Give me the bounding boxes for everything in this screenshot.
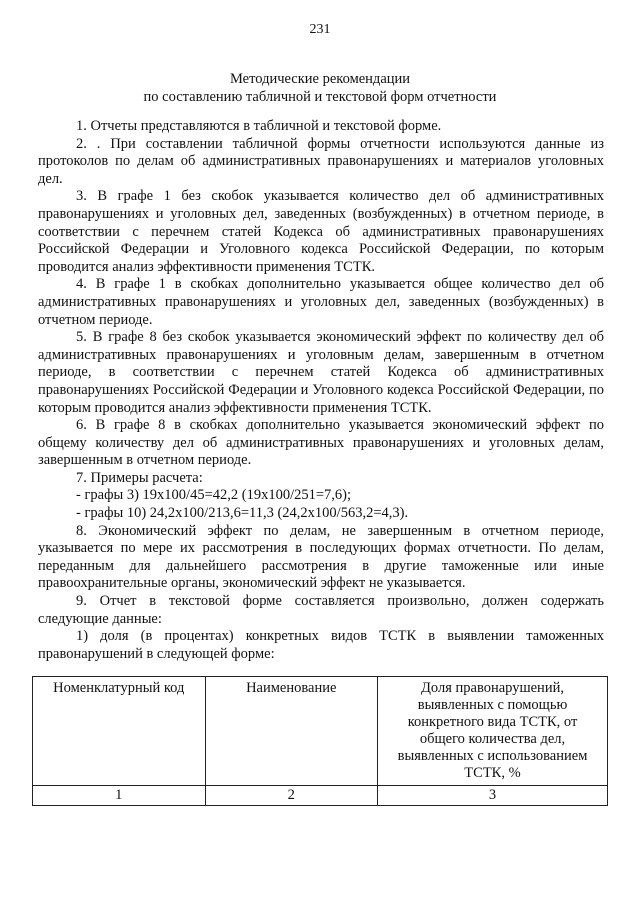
column-number: 2: [205, 786, 378, 806]
header-nomenclature-code: Номенклатурный код: [33, 677, 206, 786]
paragraph-8: 8. Экономический эффект по делам, не завершенным в отчетном периоде, указывается по мере их рассмотрения в последующих формах отчетности. По делам, переданным для дальнейшего рассмотрения в другие таможенные или иные правоохранительные органы, экономический эффект не указывается.: [38, 522, 604, 592]
paragraph-6: 6. В графе 8 в скобках дополнительно указывается экономический эффект по общему количеству дел об административных правонарушениях и уголовных делам, завершенным в отчетном периоде.: [38, 417, 604, 469]
paragraph-2: 2. . При составлении табличной формы отчетности используются данные из протоколов по делам об административных правонарушениях и материалов уголовных дел.: [38, 135, 604, 187]
column-number: 3: [378, 786, 608, 806]
example-line-2: - графы 10) 24,2x100/213,6=11,3 (24,2x100/563,2=4,3).: [76, 505, 409, 522]
example-line-1: - графы 3) 19x100/45=42,2 (19x100/251=7,6);: [76, 487, 352, 504]
document-body: [38, 118, 604, 663]
paragraph-5: 5. В графе 8 без скобок указывается экономический эффект по количеству дел об административных правонарушениях и уголовным делам, завершенным в отчетном периоде, в соответствии с перечнем статей Кодекса об административных правонарушениях Российской Федерации и Уголовного кодекса Российской Федерации, по которым проводится анализ эффективности применения ТСТК.: [38, 329, 604, 416]
paragraph-9-item-1: 1) доля (в процентах) конкретных видов ТСТК в выявлении таможенных правонарушений в следующей форме:: [38, 628, 604, 662]
page-number: 231: [309, 22, 331, 37]
table-header-row: [33, 677, 608, 786]
paragraph-1: 1. Отчеты представляются в табличной и текстовой форме.: [76, 118, 442, 134]
paragraph-7: 7. Примеры расчета:: [76, 469, 203, 486]
header-share-of-violations: Доля правонарушений, выявленных с помощью конкретного вида ТСТК, от общего количества дел, выявленных с использованием ТСТК, %: [378, 677, 608, 786]
header-name: Наименование: [205, 677, 378, 786]
column-number-row: [33, 786, 608, 806]
report-form-table: [32, 676, 608, 806]
column-number: 1: [33, 786, 206, 806]
title-line-2: по составлению табличной и текстовой форм отчетности: [143, 89, 497, 105]
paragraph-3: 3. В графе 1 без скобок указывается количество дел об административных правонарушениях и уголовных дел, заведенных (возбужденных) в отчетном периоде, в соответствии с перечнем статей Кодекса об административных правонарушениях Российской Федерации и Уголовного кодекса Российской Федерации, по которым проводится анализ эффективности применения ТСТК.: [38, 188, 604, 275]
paragraph-4: 4. В графе 1 в скобках дополнительно указывается общее количество дел об административных правонарушениях и уголовных дел, заведенных (возбужденных) в отчетном периоде.: [38, 276, 604, 328]
title-line-1: Методические рекомендации: [229, 71, 411, 87]
paragraph-9: 9. Отчет в текстовой форме составляется произвольно, должен содержать следующие данные:: [38, 593, 604, 627]
document-title: [0, 70, 640, 106]
